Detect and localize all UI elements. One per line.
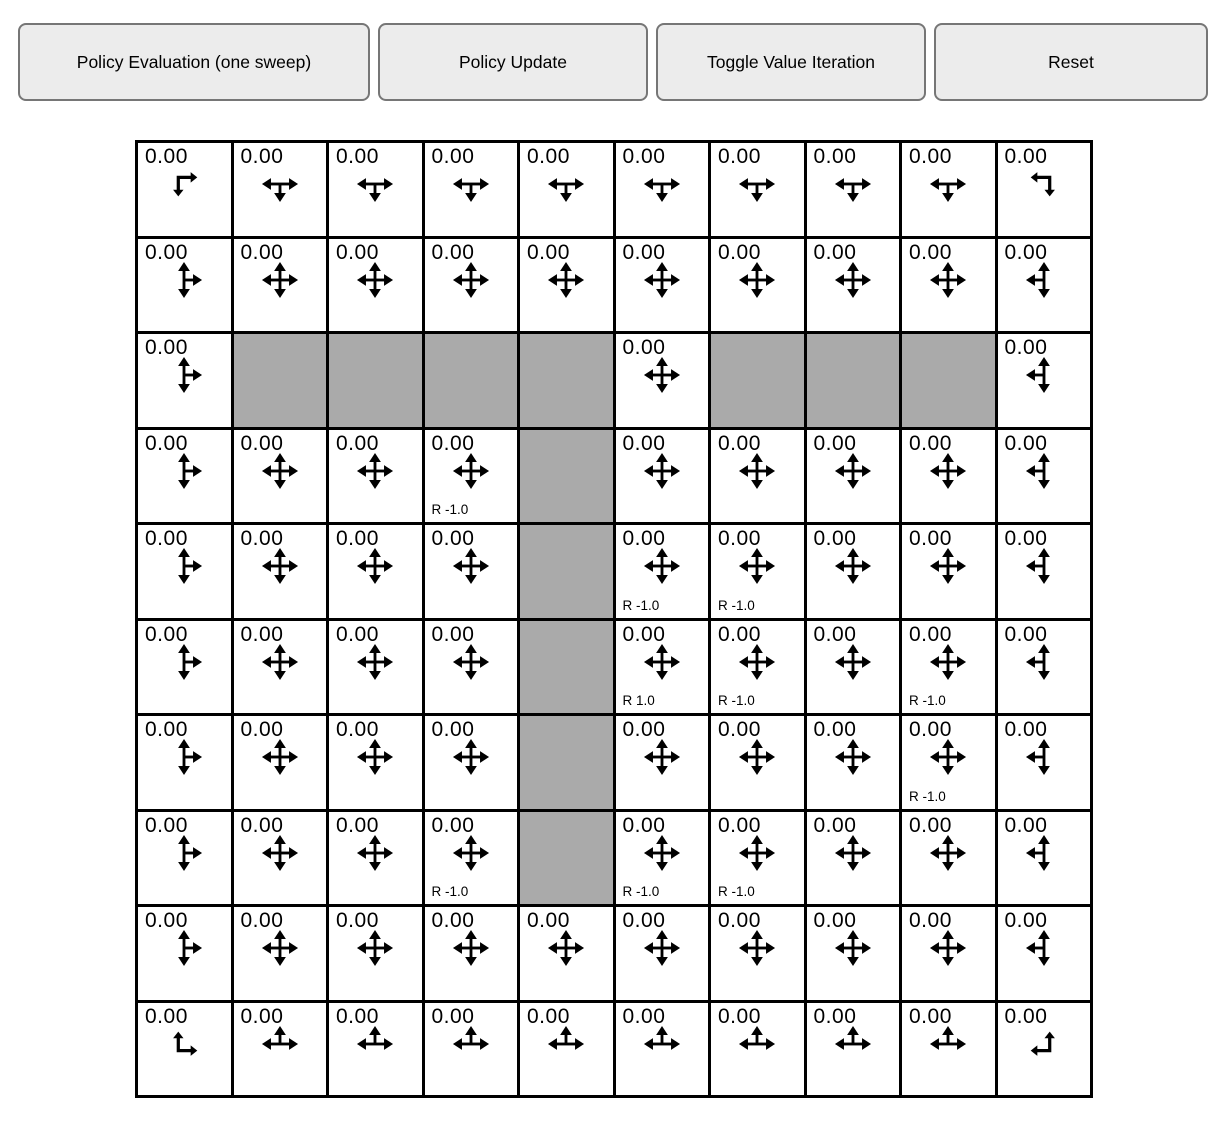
policy-arrows-all-directions-icon: [738, 547, 776, 585]
state-value: 0.00: [527, 145, 570, 168]
grid-cell-r8-c2[interactable]: [329, 907, 422, 1000]
policy-arrows-all-directions-icon: [738, 929, 776, 967]
policy-arrows-all-directions-icon: [261, 738, 299, 776]
policy-arrows-left-right-up-icon: [452, 1025, 490, 1063]
policy-corner-arrows-down-left-icon: [1025, 165, 1063, 203]
grid-cell-r5-c3[interactable]: [425, 621, 518, 714]
state-value: 0.00: [813, 622, 857, 646]
grid-cell-r6-c9[interactable]: [998, 716, 1091, 809]
policy-arrows-all-directions-icon: [452, 929, 490, 967]
state-value: 0.00: [336, 527, 379, 550]
policy-arrows-all-directions-icon: [643, 643, 681, 681]
grid-cell-r6-c6[interactable]: [711, 716, 804, 809]
reward-label: R -1.0: [909, 788, 946, 804]
policy-corner-arrows-up-left-icon: [1025, 1025, 1063, 1063]
grid-cell-r0-c9[interactable]: [998, 143, 1091, 236]
state-value: 0.00: [813, 145, 857, 168]
grid-cell-r1-c6[interactable]: [711, 239, 804, 332]
wall-cell-r2-c1[interactable]: [234, 334, 327, 427]
state-value: 0.00: [1004, 240, 1048, 264]
state-value: 0.00: [240, 1004, 284, 1028]
grid-cell-r6-c3[interactable]: [425, 716, 518, 809]
policy-arrows-all-directions-icon: [929, 452, 967, 490]
wall-cell-r4-c4[interactable]: [520, 525, 613, 618]
state-value: 0.00: [431, 622, 475, 646]
state-value: 0.00: [622, 622, 666, 646]
state-value: 0.00: [431, 813, 475, 837]
policy-arrows-left-right-down-icon: [356, 165, 394, 203]
grid-cell-r9-c7[interactable]: [807, 1003, 900, 1096]
wall-cell-r6-c4[interactable]: [520, 716, 613, 809]
state-value: 0.00: [336, 718, 379, 741]
policy-arrows-all-directions-icon: [261, 643, 299, 681]
policy-arrows-left-right-down-icon: [834, 165, 872, 203]
policy-arrows-all-directions-icon: [356, 452, 394, 490]
grid-cell-r4-c9[interactable]: [998, 525, 1091, 618]
state-value: 0.00: [336, 431, 379, 455]
grid-cell-r5-c9[interactable]: [998, 621, 1091, 714]
policy-arrows-all-directions-icon: [929, 261, 967, 299]
policy-corner-arrows-up-right-icon: [165, 1025, 203, 1063]
wall-cell-r5-c4[interactable]: [520, 621, 613, 714]
policy-arrows-left-right-up-icon: [929, 1025, 967, 1063]
grid-cell-r9-c5[interactable]: [616, 1003, 709, 1096]
policy-arrows-up-down-right-icon: [165, 929, 203, 967]
grid-cell-r9-c2[interactable]: [329, 1003, 422, 1096]
state-value: 0.00: [336, 813, 379, 837]
grid-cell-r7-c8[interactable]: [902, 812, 995, 905]
grid-cell-r4-c1[interactable]: [234, 525, 327, 618]
reset-button[interactable]: Reset: [934, 23, 1208, 101]
reward-label: R -1.0: [718, 597, 755, 613]
grid-cell-r0-c6[interactable]: [711, 143, 804, 236]
grid-cell-r7-c3[interactable]: [425, 812, 518, 905]
state-value: 0.00: [527, 1004, 570, 1028]
state-value: 0.00: [813, 240, 857, 264]
grid-cell-r8-c5[interactable]: [616, 907, 709, 1000]
wall-cell-r7-c4[interactable]: [520, 812, 613, 905]
policy-arrows-all-directions-icon: [452, 834, 490, 872]
grid-cell-r5-c5[interactable]: [616, 621, 709, 714]
grid-cell-r7-c7[interactable]: [807, 812, 900, 905]
state-value: 0.00: [622, 336, 666, 359]
grid-cell-r8-c9[interactable]: [998, 907, 1091, 1000]
policy-arrows-all-directions-icon: [929, 547, 967, 585]
policy-arrows-all-directions-icon: [356, 834, 394, 872]
grid-cell-r1-c7[interactable]: [807, 239, 900, 332]
state-value: 0.00: [431, 240, 475, 264]
grid-cell-r3-c3[interactable]: [425, 430, 518, 523]
policy-arrows-all-directions-icon: [738, 834, 776, 872]
state-value: 0.00: [240, 431, 284, 455]
grid-cell-r5-c0[interactable]: [138, 621, 231, 714]
policy-arrows-up-down-left-icon: [1025, 738, 1063, 776]
state-value: 0.00: [145, 813, 188, 837]
state-value: 0.00: [431, 145, 475, 168]
policy-arrows-all-directions-icon: [834, 643, 872, 681]
policy-arrows-left-right-down-icon: [547, 165, 585, 203]
state-value: 0.00: [718, 1004, 761, 1028]
reward-label: R -1.0: [909, 693, 946, 708]
state-value: 0.00: [240, 145, 284, 168]
policy-arrows-up-down-left-icon: [1025, 929, 1063, 967]
state-value: 0.00: [1004, 813, 1048, 837]
policy-arrows-left-right-up-icon: [643, 1025, 681, 1063]
policy-arrows-left-right-down-icon: [261, 165, 299, 203]
policy-arrows-all-directions-icon: [452, 643, 490, 681]
policy-arrows-all-directions-icon: [356, 929, 394, 967]
wall-cell-r2-c8[interactable]: [902, 334, 995, 427]
policy-arrows-up-down-right-icon: [165, 547, 203, 585]
policy-arrows-up-down-left-icon: [1025, 547, 1063, 585]
state-value: 0.00: [909, 431, 952, 455]
state-value: 0.00: [336, 145, 379, 168]
policy-arrows-up-down-left-icon: [1025, 356, 1063, 394]
grid-cell-r5-c7[interactable]: [807, 621, 900, 714]
state-value: 0.00: [1004, 145, 1048, 168]
state-value: 0.00: [145, 240, 188, 264]
grid-cell-r0-c3[interactable]: [425, 143, 518, 236]
state-value: 0.00: [1004, 431, 1048, 455]
grid-cell-r3-c1[interactable]: [234, 430, 327, 523]
wall-cell-r2-c4[interactable]: [520, 334, 613, 427]
wall-cell-r2-c3[interactable]: [425, 334, 518, 427]
state-value: 0.00: [240, 813, 284, 837]
grid-cell-r8-c7[interactable]: [807, 907, 900, 1000]
reward-label: R -1.0: [431, 884, 469, 899]
policy-arrows-left-right-up-icon: [834, 1025, 872, 1063]
policy-arrows-all-directions-icon: [834, 834, 872, 872]
wall-cell-r2-c6[interactable]: [711, 334, 804, 427]
grid-cell-r8-c0[interactable]: [138, 907, 231, 1000]
policy-arrows-all-directions-icon: [261, 834, 299, 872]
state-value: 0.00: [145, 145, 188, 168]
grid-cell-r3-c2[interactable]: [329, 430, 422, 523]
policy-arrows-left-right-down-icon: [929, 165, 967, 203]
grid-cell-r7-c1[interactable]: [234, 812, 327, 905]
grid-cell-r9-c3[interactable]: [425, 1003, 518, 1096]
grid-cell-r8-c4[interactable]: [520, 907, 613, 1000]
policy-arrows-all-directions-icon: [738, 738, 776, 776]
state-value: 0.00: [1004, 909, 1048, 932]
reward-label: R -1.0: [622, 597, 660, 613]
grid-cell-r3-c5[interactable]: [616, 430, 709, 523]
policy-arrows-all-directions-icon: [356, 643, 394, 681]
toolbar: [18, 23, 1214, 101]
policy-arrows-all-directions-icon: [452, 452, 490, 490]
state-value: 0.00: [909, 813, 952, 837]
policy-arrows-left-right-up-icon: [261, 1025, 299, 1063]
policy-arrows-left-right-down-icon: [452, 165, 490, 203]
policy-arrows-all-directions-icon: [929, 643, 967, 681]
state-value: 0.00: [431, 909, 475, 932]
state-value: 0.00: [718, 145, 761, 168]
grid-cell-r0-c8[interactable]: [902, 143, 995, 236]
grid-cell-r7-c5[interactable]: [616, 812, 709, 905]
state-value: 0.00: [718, 813, 761, 837]
state-value: 0.00: [527, 240, 570, 264]
policy-arrows-up-down-right-icon: [165, 356, 203, 394]
state-value: 0.00: [909, 622, 952, 646]
state-value: 0.00: [622, 909, 666, 932]
grid-cell-r4-c7[interactable]: [807, 525, 900, 618]
policy-arrows-up-down-left-icon: [1025, 834, 1063, 872]
state-value: 0.00: [336, 622, 379, 646]
grid-cell-r0-c4[interactable]: [520, 143, 613, 236]
reward-label: R -1.0: [622, 884, 660, 899]
state-value: 0.00: [431, 1004, 475, 1028]
state-value: 0.00: [909, 909, 952, 932]
state-value: 0.00: [1004, 1004, 1048, 1028]
grid-cell-r2-c0[interactable]: [138, 334, 231, 427]
state-value: 0.00: [718, 622, 761, 646]
state-value: 0.00: [336, 1004, 379, 1028]
policy-arrows-all-directions-icon: [356, 738, 394, 776]
state-value: 0.00: [718, 240, 761, 264]
policy-arrows-all-directions-icon: [834, 452, 872, 490]
state-value: 0.00: [622, 813, 666, 837]
state-value: 0.00: [813, 813, 857, 837]
grid-cell-r1-c1[interactable]: [234, 239, 327, 332]
grid-cell-r5-c6[interactable]: [711, 621, 804, 714]
state-value: 0.00: [336, 240, 379, 264]
state-value: 0.00: [145, 527, 188, 550]
state-value: 0.00: [431, 431, 475, 455]
grid-cell-r4-c3[interactable]: [425, 525, 518, 618]
grid-cell-r8-c8[interactable]: [902, 907, 995, 1000]
grid-cell-r4-c2[interactable]: [329, 525, 422, 618]
state-value: 0.00: [145, 622, 188, 646]
state-value: 0.00: [527, 909, 570, 932]
policy-arrows-all-directions-icon: [738, 261, 776, 299]
policy-arrows-all-directions-icon: [643, 834, 681, 872]
grid-cell-r7-c6[interactable]: [711, 812, 804, 905]
grid-cell-r9-c4[interactable]: [520, 1003, 613, 1096]
policy-arrows-left-right-up-icon: [738, 1025, 776, 1063]
state-value: 0.00: [718, 718, 761, 741]
state-value: 0.00: [813, 527, 857, 550]
state-value: 0.00: [240, 909, 284, 932]
state-value: 0.00: [336, 909, 379, 932]
policy-arrows-all-directions-icon: [738, 643, 776, 681]
grid-cell-r4-c6[interactable]: [711, 525, 804, 618]
state-value: 0.00: [145, 909, 188, 932]
policy-arrows-up-down-left-icon: [1025, 261, 1063, 299]
state-value: 0.00: [718, 909, 761, 932]
grid-cell-r3-c6[interactable]: [711, 430, 804, 523]
grid-cell-r8-c3[interactable]: [425, 907, 518, 1000]
policy-arrows-all-directions-icon: [547, 261, 585, 299]
grid-cell-r6-c7[interactable]: [807, 716, 900, 809]
policy-arrows-left-right-up-icon: [356, 1025, 394, 1063]
grid-cell-r4-c5[interactable]: [616, 525, 709, 618]
policy-arrows-up-down-left-icon: [1025, 452, 1063, 490]
state-value: 0.00: [145, 336, 188, 359]
policy-arrows-all-directions-icon: [643, 452, 681, 490]
grid-cell-r5-c2[interactable]: [329, 621, 422, 714]
policy-arrows-all-directions-icon: [452, 738, 490, 776]
policy-evaluation-button[interactable]: Policy Evaluation (one sweep): [18, 23, 370, 101]
policy-arrows-all-directions-icon: [834, 547, 872, 585]
policy-arrows-all-directions-icon: [738, 452, 776, 490]
state-value: 0.00: [622, 145, 666, 168]
state-value: 0.00: [1004, 527, 1048, 550]
grid-cell-r3-c9[interactable]: [998, 430, 1091, 523]
state-value: 0.00: [145, 1004, 188, 1028]
grid-cell-r1-c4[interactable]: [520, 239, 613, 332]
policy-arrows-up-down-left-icon: [1025, 643, 1063, 681]
grid-cell-r1-c9[interactable]: [998, 239, 1091, 332]
state-value: 0.00: [909, 527, 952, 550]
state-value: 0.00: [240, 527, 284, 550]
grid-cell-r4-c8[interactable]: [902, 525, 995, 618]
grid-cell-r1-c5[interactable]: [616, 239, 709, 332]
grid-cell-r5-c1[interactable]: [234, 621, 327, 714]
policy-arrows-all-directions-icon: [261, 929, 299, 967]
state-value: 0.00: [145, 718, 188, 741]
policy-arrows-all-directions-icon: [834, 929, 872, 967]
grid-cell-r8-c1[interactable]: [234, 907, 327, 1000]
grid-cell-r9-c8[interactable]: [902, 1003, 995, 1096]
policy-arrows-all-directions-icon: [261, 261, 299, 299]
grid-cell-r6-c1[interactable]: [234, 716, 327, 809]
state-value: 0.00: [622, 1004, 666, 1028]
grid-cell-r9-c9[interactable]: [998, 1003, 1091, 1096]
grid-cell-r8-c6[interactable]: [711, 907, 804, 1000]
grid-cell-r9-c1[interactable]: [234, 1003, 327, 1096]
policy-arrows-all-directions-icon: [643, 261, 681, 299]
policy-arrows-left-right-down-icon: [643, 165, 681, 203]
policy-arrows-all-directions-icon: [452, 261, 490, 299]
reward-label: R -1.0: [431, 502, 469, 517]
wall-cell-r2-c2[interactable]: [329, 334, 422, 427]
grid-cell-r5-c8[interactable]: [902, 621, 995, 714]
grid-cell-r2-c9[interactable]: [998, 334, 1091, 427]
grid-cell-r3-c8[interactable]: [902, 430, 995, 523]
grid-cell-r9-c0[interactable]: [138, 1003, 231, 1096]
policy-arrows-all-directions-icon: [452, 547, 490, 585]
grid-cell-r1-c0[interactable]: [138, 239, 231, 332]
wall-cell-r3-c4[interactable]: [520, 430, 613, 523]
policy-arrows-up-down-right-icon: [165, 643, 203, 681]
policy-arrows-all-directions-icon: [834, 261, 872, 299]
policy-arrows-all-directions-icon: [356, 261, 394, 299]
state-value: 0.00: [718, 431, 761, 455]
grid-cell-r0-c5[interactable]: [616, 143, 709, 236]
gridworld-grid: [135, 140, 1093, 1098]
policy-arrows-all-directions-icon: [356, 547, 394, 585]
policy-arrows-all-directions-icon: [547, 929, 585, 967]
grid-cell-r4-c0[interactable]: [138, 525, 231, 618]
grid-cell-r1-c3[interactable]: [425, 239, 518, 332]
grid-cell-r3-c0[interactable]: [138, 430, 231, 523]
policy-arrows-left-right-down-icon: [738, 165, 776, 203]
wall-cell-r2-c7[interactable]: [807, 334, 900, 427]
reward-label: R -1.0: [718, 884, 755, 899]
policy-arrows-all-directions-icon: [643, 356, 681, 394]
grid-cell-r7-c0[interactable]: [138, 812, 231, 905]
grid-cell-r6-c5[interactable]: [616, 716, 709, 809]
state-value: 0.00: [431, 527, 475, 550]
state-value: 0.00: [909, 145, 952, 168]
policy-arrows-up-down-right-icon: [165, 738, 203, 776]
grid-cell-r3-c7[interactable]: [807, 430, 900, 523]
grid-cell-r0-c2[interactable]: [329, 143, 422, 236]
policy-update-button[interactable]: Policy Update: [378, 23, 648, 101]
grid-cell-r6-c0[interactable]: [138, 716, 231, 809]
state-value: 0.00: [813, 909, 857, 932]
toggle-value-iteration-button[interactable]: Toggle Value Iteration: [656, 23, 926, 101]
state-value: 0.00: [1004, 336, 1048, 359]
reward-label: R 1.0: [622, 693, 655, 708]
state-value: 0.00: [431, 718, 475, 741]
policy-corner-arrows-down-right-icon: [165, 165, 203, 203]
policy-arrows-all-directions-icon: [643, 547, 681, 585]
grid-cell-r6-c8[interactable]: [902, 716, 995, 809]
policy-arrows-left-right-up-icon: [547, 1025, 585, 1063]
policy-arrows-up-down-right-icon: [165, 834, 203, 872]
state-value: 0.00: [909, 240, 952, 264]
state-value: 0.00: [909, 1004, 952, 1028]
grid-cell-r0-c7[interactable]: [807, 143, 900, 236]
grid-cell-r1-c8[interactable]: [902, 239, 995, 332]
policy-arrows-all-directions-icon: [834, 738, 872, 776]
state-value: 0.00: [240, 718, 284, 741]
grid-cell-r7-c2[interactable]: [329, 812, 422, 905]
grid-cell-r9-c6[interactable]: [711, 1003, 804, 1096]
state-value: 0.00: [813, 431, 857, 455]
state-value: 0.00: [622, 527, 666, 550]
policy-arrows-all-directions-icon: [929, 834, 967, 872]
policy-arrows-all-directions-icon: [643, 929, 681, 967]
state-value: 0.00: [240, 240, 284, 264]
state-value: 0.00: [1004, 718, 1048, 741]
reward-label: R -1.0: [718, 693, 755, 708]
grid-cell-r6-c2[interactable]: [329, 716, 422, 809]
state-value: 0.00: [813, 1004, 857, 1028]
state-value: 0.00: [909, 718, 952, 741]
grid-cell-r1-c2[interactable]: [329, 239, 422, 332]
state-value: 0.00: [1004, 622, 1048, 646]
state-value: 0.00: [718, 527, 761, 550]
state-value: 0.00: [622, 431, 666, 455]
policy-arrows-all-directions-icon: [929, 929, 967, 967]
policy-arrows-all-directions-icon: [643, 738, 681, 776]
policy-arrows-all-directions-icon: [261, 452, 299, 490]
state-value: 0.00: [145, 431, 188, 455]
grid-cell-r7-c9[interactable]: [998, 812, 1091, 905]
policy-arrows-all-directions-icon: [929, 738, 967, 776]
state-value: 0.00: [240, 622, 284, 646]
policy-arrows-all-directions-icon: [261, 547, 299, 585]
state-value: 0.00: [813, 718, 857, 741]
state-value: 0.00: [622, 718, 666, 741]
grid-cell-r0-c1[interactable]: [234, 143, 327, 236]
policy-arrows-up-down-right-icon: [165, 261, 203, 299]
grid-cell-r0-c0[interactable]: [138, 143, 231, 236]
state-value: 0.00: [622, 240, 666, 264]
grid-cell-r2-c5[interactable]: [616, 334, 709, 427]
policy-arrows-up-down-right-icon: [165, 452, 203, 490]
